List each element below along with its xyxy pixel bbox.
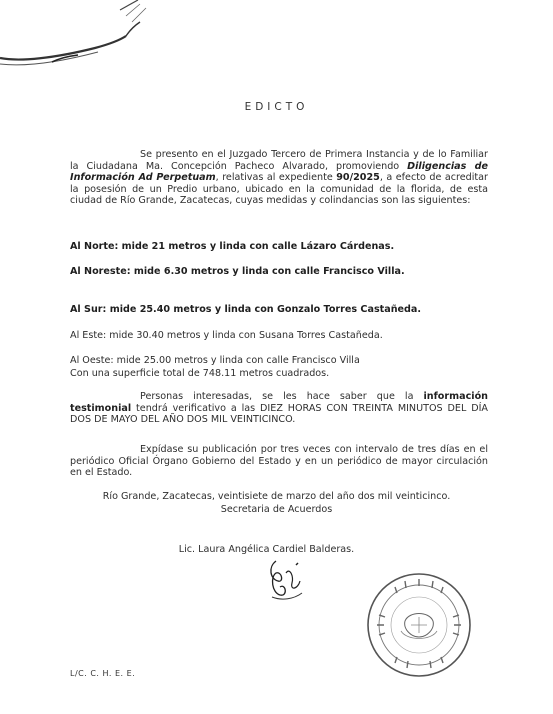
closing-place-date: Río Grande, Zacatecas, veintisiete de marzo del año dos mil veinticinco.: [102, 491, 451, 502]
filing-intro-text: Se presento en el Juzgado Tercero de Primera Instancia y de lo Familiar la Ciudadana Ma. Concepción Pacheco Alvarado, promoviendo: [70, 149, 488, 172]
paragraph-filing: [70, 149, 488, 207]
filing-mid-text: , relativas al expediente: [215, 172, 337, 183]
testimonial-info-text: información testimonial: [70, 391, 488, 414]
total-area: Con una superficie total de 748.11 metros cuadrados.: [70, 368, 330, 379]
boundary-northeast: Al Noreste: mide 6.30 metros y linda con calle Francisco Villa.: [70, 266, 405, 277]
boundary-south: Al Sur: mide 25.40 metros y linda con Gonzalo Torres Castañeda.: [70, 304, 422, 315]
paragraph-publication: Expídase su publicación por tres veces con intervalo de tres días en el periódico Oficial Órgano Gobierno del Estado y en un periódico de mayor circulación en el Estado.: [70, 444, 488, 478]
signer-name: Lic. Laura Angélica Cardiel Balderas.: [178, 544, 355, 555]
boundary-north: Al Norte: mide 21 metros y linda con calle Lázaro Cárdenas.: [70, 241, 395, 252]
document-title: EDICTO: [244, 101, 309, 113]
handwritten-signature: [258, 553, 318, 603]
proceeding-type-text: Diligencias de Información Ad Perpetuam: [70, 160, 488, 183]
closing-role: Secretaria de Acuerdos: [220, 504, 333, 515]
court-seal-stamp: [365, 571, 473, 679]
filing-rest-text: , a efecto de acreditar la posesión de un Predio urbano, ubicado en la comunidad de la florida, de esta ciudad de Río Grande, Zacatecas, cuyas medidas y colindancias son las siguientes:: [70, 172, 488, 206]
footer-initials: L/C. C. H. E. E.: [70, 669, 136, 678]
case-number: 90/2025: [336, 172, 380, 183]
hearing-rest-text: tendrá verificativo a las DIEZ HORAS CON TREINTA MINUTOS DEL DÍA DOS DE MAYO DEL AÑO DOS MIL VEINTICINCO.: [70, 402, 488, 425]
coat-of-arms-logo: [0, 0, 150, 80]
boundary-west: Al Oeste: mide 25.00 metros y linda con calle Francisco Villa: [70, 355, 360, 366]
hearing-intro-text: Personas interesadas, se les hace saber que la: [140, 391, 424, 402]
boundary-east: Al Este: mide 30.40 metros y linda con Susana Torres Castañeda.: [70, 330, 383, 341]
paragraph-hearing: [70, 391, 488, 426]
